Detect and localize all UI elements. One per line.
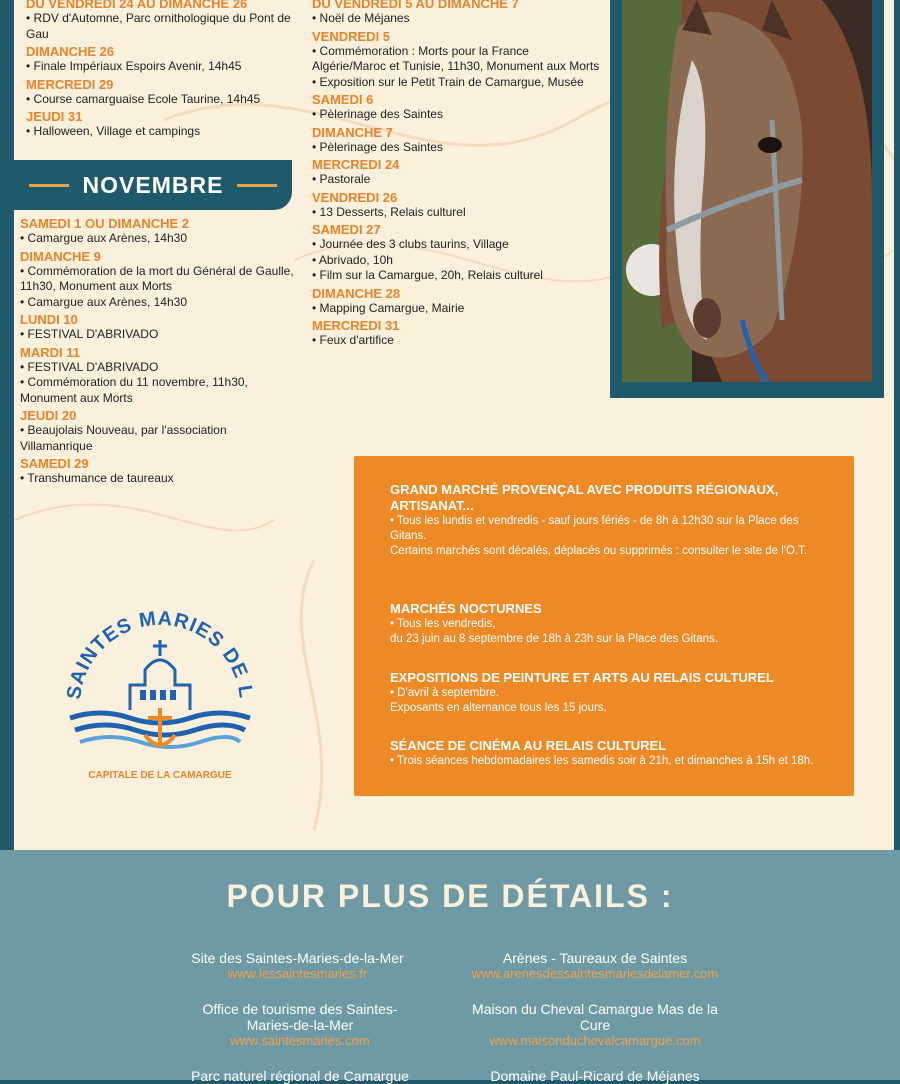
link-label: Parc naturel régional de Camargue [191,1068,409,1084]
november-band [0,160,292,210]
october-event: • Halloween, Village et campings [26,124,296,140]
november-column [20,214,296,487]
link-mejanes[interactable] [460,1068,730,1084]
market-title: MARCHÉS NOCTURNES [390,601,542,616]
december-event: • Commémoration : Morts pour la France Algérie/Maroc et Tunisie, 11h30, Monument aux Morts [312,44,602,75]
market-line: du 23 juin au 8 septembre de 18h à 23h sur la Place des Gitans. [390,633,718,645]
november-event: • FESTIVAL D'ABRIVADO [20,327,296,343]
market-line: • Trois séances hebdomadaires les samedis soir à 21h, et dimanches à 15h et 18h. [390,755,814,767]
markets-box [354,456,854,796]
november-heading: DIMANCHE 9 [20,248,101,264]
market-section [390,670,830,716]
october-column [26,0,296,140]
november-heading: SAMEDI 29 [20,456,89,471]
december-heading: SAMEDI 6 [312,92,374,107]
december-column [312,0,602,349]
december-heading: DU VENDREDI 5 AU DIMANCHE 7 [312,0,519,11]
november-heading: JEUDI 20 [20,408,77,423]
market-section [390,482,830,559]
november-event: • FESTIVAL D'ABRIVADO [20,360,296,376]
link-label: Arènes - Taureaux de Saintes [502,950,688,966]
december-event: • Pèlerinage des Saintes [312,140,602,156]
december-event: • Abrivado, 10h [312,253,602,269]
december-heading: VENDREDI 5 [312,28,391,44]
link-maison-cheval[interactable] [460,1001,730,1049]
november-title [14,160,292,210]
logo-tagline: CAPITALE DE LA CAMARGUE [88,770,232,781]
link-label: Site des Saintes-Maries-de-la-Mer [191,950,404,966]
december-heading: DIMANCHE 7 [312,124,393,140]
footer-title: POUR PLUS DE DÉTAILS : [226,878,674,914]
november-heading: MARDI 11 [20,344,80,360]
market-line: Certains marchés sont décalés, déplacés ou supprimés : consulter le site de l'O.T. [390,545,808,557]
december-event: • Mapping Camargue, Mairie [312,301,602,317]
november-event: • Camargue aux Arènes, 14h30 [20,231,296,247]
october-heading-3: MERCREDI 29 [26,76,114,92]
link-arenes[interactable] [445,950,745,982]
december-event: • Pèlerinage des Saintes [312,107,602,123]
december-heading: MERCREDI 24 [312,157,400,172]
market-line: • Tous les vendredis, [390,618,496,630]
december-event: • Journée des 3 clubs taurins, Village [312,237,602,253]
december-event: • Film sur la Camargue, 20h, Relais culturel [312,268,602,284]
december-event: • Feux d'artifice [312,333,602,349]
december-event: • Pastorale [312,172,602,188]
divider-dash [237,184,277,187]
market-section [390,601,830,647]
october-heading-1: DU VENDREDI 24 AU DIMANCHE 26 [26,0,248,11]
market-line: Exposants en alternance tous les 15 jours. [390,702,607,714]
link-label: Office de tourisme des Saintes-Maries-de-la-Mer [202,1001,398,1033]
left-border [0,0,14,850]
december-heading: VENDREDI 26 [312,189,398,205]
november-event: • Commémoration de la mort du Général de Gaulle, 11h30, Monument aux Morts [20,264,296,295]
link-label: Maison du Cheval Camargue Mas de la Cure [472,1001,718,1033]
market-line: • D'avril à septembre. [390,687,500,699]
december-event: • 13 Desserts, Relais culturel [312,205,602,221]
november-label: NOVEMBRE [82,171,224,198]
saintes-maries-logo [60,590,260,790]
december-heading: SAMEDI 27 [312,222,381,237]
november-event: • Beaujolais Nouveau, par l'association Villamanrique [20,423,296,454]
december-heading: DIMANCHE 28 [312,285,401,301]
market-title: EXPOSITIONS DE PEINTURE ET ARTS AU RELAIS CULTUREL [390,670,774,685]
november-event: • Camargue aux Arènes, 14h30 [20,295,296,311]
december-heading: MERCREDI 31 [312,318,400,333]
link-label: Domaine Paul-Ricard de Méjanes [490,1068,700,1084]
october-event: • Finale Impériaux Espoirs Avenir, 14h45 [26,59,296,75]
october-event: • Course camarguaise Ecole Taurine, 14h45 [26,92,296,108]
link-office-tourisme[interactable] [190,1001,410,1049]
december-event: • Exposition sur le Petit Train de Camargue, Musée [312,75,602,91]
november-heading: LUNDI 10 [20,312,78,327]
link-url[interactable]: www.maisonduchevalcamargue.com [489,1033,701,1048]
link-url[interactable]: www.arenesdessaintesmariesdelamer.com [471,966,719,981]
november-event: • Transhumance de taureaux [20,471,296,487]
october-heading-2: DIMANCHE 26 [26,44,115,59]
logo-name: SAINTES MARIES DE L [63,607,257,701]
link-parc-camargue[interactable] [170,1068,430,1084]
link-site-saintes[interactable] [160,950,435,982]
market-line: • Tous les lundis et vendredis - sauf jours fériés - de 8h à 12h30 sur la Place des Gitans. [390,515,799,542]
october-heading-4: JEUDI 31 [26,109,83,124]
november-event: • Commémoration du 11 novembre, 11h30, Monument aux Morts [20,375,296,406]
market-section [390,738,830,769]
market-title: SÉANCE DE CINÉMA AU RELAIS CULTUREL [390,738,667,753]
december-event: • Noël de Méjanes [312,11,602,27]
link-url[interactable]: www.lessaintesmaries.fr [227,966,368,981]
market-title: GRAND MARCHÉ PROVENÇAL AVEC PRODUITS RÉGIONAUX, ARTISANAT... [390,482,779,513]
october-event: • RDV d'Automne, Parc ornithologique du Pont de Gau [26,11,296,42]
horse-photo [622,0,872,382]
divider-dash [29,184,69,187]
link-url[interactable]: www.saintesmaries.com [230,1033,370,1048]
november-heading: SAMEDI 1 OU DIMANCHE 2 [20,216,190,231]
